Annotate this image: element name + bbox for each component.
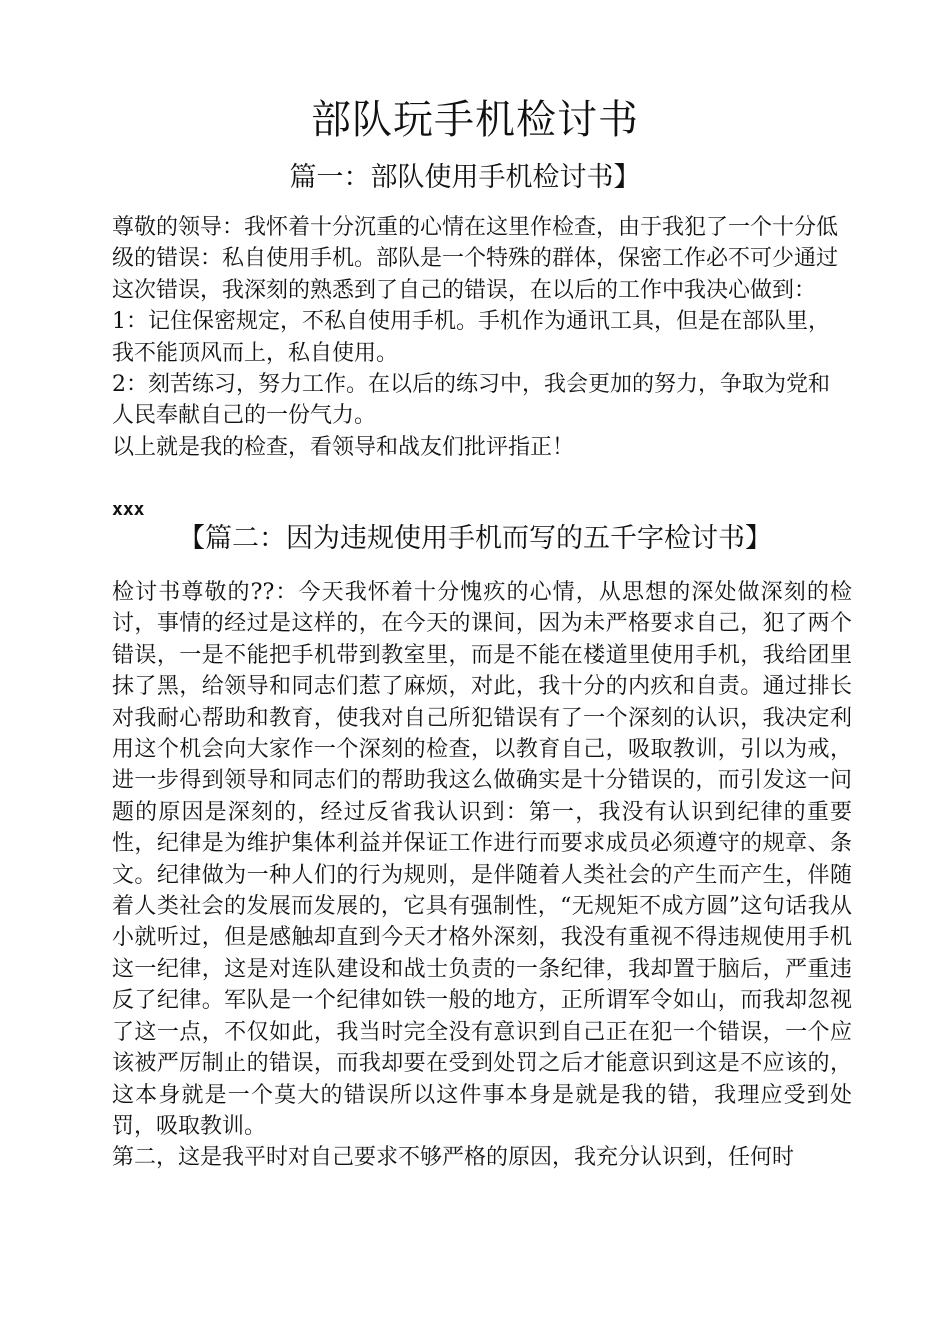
section1-paragraph: 1：记住保密规定，不私自使用手机。手机作为通讯工具，但是在部队里，我不能顶风而上，私自使用。 — [112, 309, 830, 366]
section1-paragraph: 2：刻苦练习，努力工作。在以后的练习中，我会更加的努力，争取为党和人民奉献自己的一份气力。 — [112, 372, 830, 429]
section1-paragraph: 尊敬的领导：我怀着十分沉重的心情在这里作检查，由于我犯了一个十分低级的错误：私自使用手机。部队是一个特殊的群体，保密工作必不可少通过这次错误，我深刻的熟悉到了自己的错误，在以后的工作中我决心做到： — [112, 215, 839, 303]
section1-body — [112, 212, 847, 463]
section2-body — [112, 577, 852, 1174]
section2-paragraph: 第二，这是我平时对自己要求不够严格的原因，我充分认识到，任何时 — [112, 1145, 795, 1171]
section1-signature: xxx — [112, 499, 145, 520]
section1-paragraph: 以上就是我的检查，看领导和战友们批评指正！ — [112, 434, 575, 460]
section2-heading: 【篇二：因为违规使用手机而写的五千字检讨书】 — [178, 523, 772, 554]
section1-heading: 篇一：部队使用手机检讨书】 — [289, 162, 641, 193]
section2-paragraph: 检讨书尊敬的??：今天我怀着十分愧疚的心情，从思想的深处做深刻的检讨，事情的经过是这样的，在今天的课间，因为未严格要求自己，犯了两个错误，一是不能把手机带到教室里，而是不能在楼道里使用手机，我给团里抹了黑，给领导和同志们惹了麻烦，对此，我十分的内疚和自责。通过排长对我耐心帮助和教育，使我对自己所犯错误有了一个深刻的认识，我决定利用这个机会向大家作一个深刻的检查，以教育自己，吸取教训，引以为戒，进一步得到领导和同志们的帮助我这么做确实是十分错误的，而引发这一问题的原因是深刻的，经过反省我认识到：第一，我没有认识到纪律的重要性，纪律是为维护集体利益并保证工作进行而要求成员必须遵守的规章、条文。纪律做为一种人们的行为规则，是伴随着人类社会的产生而产生，伴随着人类社会的发展而发展的，它具有强制性，“无规矩不成方圆”这句话我从小就听过，但是感触却直到今天才格外深刻，我没有重视不得违规使用手机这一纪律，这是对连队建设和战士负责的一条纪律，我却置于脑后，严重违反了纪律。军队是一个纪律如铁一般的地方，正所谓军令如山，而我却忽视了这一点，不仅如此，我当时完全没有意识到自己正在犯一个错误，一个应该被严厉制止的错误，而我却要在受到处罚之后才能意识到这是不应该的，这本身就是一个莫大的错误所以这件事本身是就是我的错，我理应受到处罚，吸取教训。 — [112, 580, 852, 1139]
document-title: 部队玩手机检讨书 — [311, 97, 639, 143]
